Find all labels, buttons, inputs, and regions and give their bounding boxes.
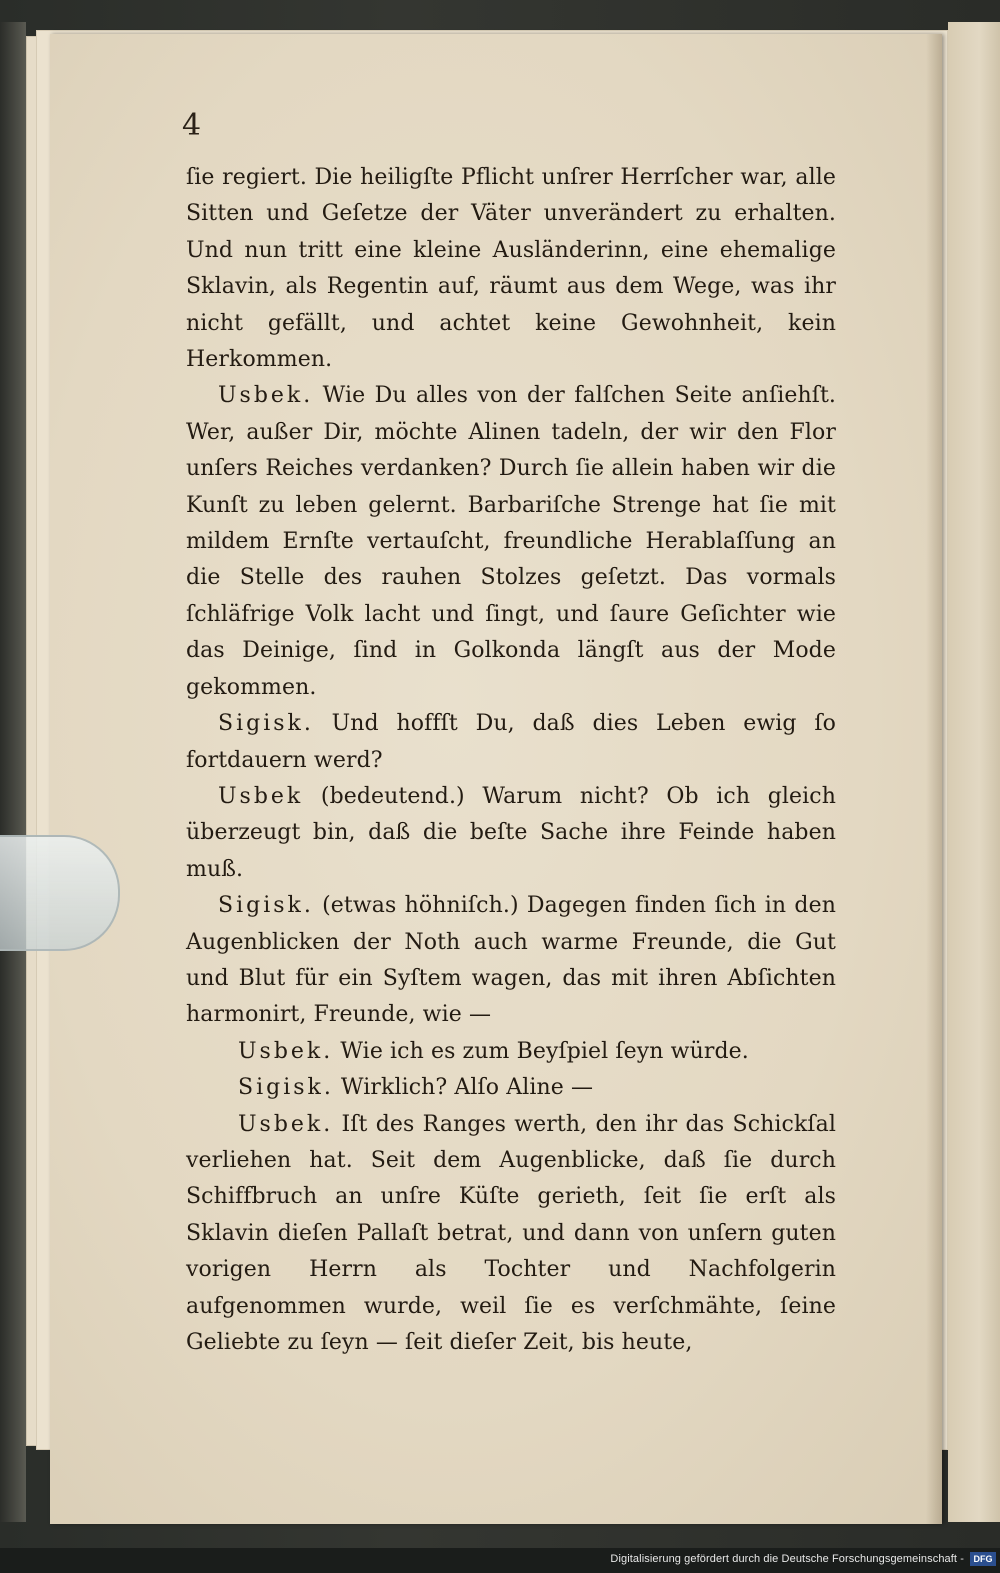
paragraph-speaker: Usbek. bbox=[218, 383, 314, 409]
paragraph-text: Iſt des Ranges werth, den ihr das Schickſal verliehen hat. Seit dem Augenblicke, daß ſie durch Schiffbruch an unſre Küſte gerieth, ſeit ſie erſt als Sklavin dieſen Pallaſt betrat, und dann von unſern guten vorigen Herrn als Tochter und Nachfolgerin aufgenommen wurde, weil ſie es verſchmähte, ſeine Geliebte zu ſeyn — ſeit dieſer Zeit, bis heute, bbox=[186, 1111, 836, 1355]
dfg-logo: DFG bbox=[970, 1552, 996, 1566]
paragraph-speaker: Usbek bbox=[218, 783, 304, 809]
paragraph bbox=[186, 888, 836, 1034]
paragraph bbox=[186, 706, 836, 779]
facing-page-strip bbox=[948, 22, 1000, 1522]
page-text bbox=[186, 160, 836, 1361]
paragraph bbox=[186, 378, 836, 706]
page-gutter-shadow bbox=[926, 34, 942, 1524]
paragraph-text: (bedeutend.) Warum nicht? Ob ich gleich überzeugt bin, daß die beſte Sache ihre Feinde haben muß. bbox=[186, 783, 836, 882]
paragraph bbox=[186, 1107, 836, 1362]
paragraph bbox=[186, 1034, 836, 1070]
paragraph-text: ſie regiert. Die heiligſte Pflicht unſrer Herrſcher war, alle Sitten und Geſetze der Väter unverändert zu erhalten. Und nun tritt eine kleine Ausländerinn, eine ehemalige Sklavin, als Regentin auf, räumt aus dem Wege, was ihr nicht gefällt, und achtet keine Gewohnheit, kein Herkommen. bbox=[186, 165, 836, 373]
paragraph bbox=[186, 160, 836, 378]
footer-credit: Digitalisierung gefördert durch die Deutsche Forschungsgemeinschaft - bbox=[610, 1553, 964, 1565]
page-clip bbox=[0, 835, 120, 951]
paragraph-text: Wirklich? Alſo Aline — bbox=[333, 1075, 594, 1101]
paragraph-speaker: Sigisk. bbox=[218, 893, 314, 919]
paragraph bbox=[186, 779, 836, 888]
paragraph-text: Wie ich es zum Beyſpiel ſeyn würde. bbox=[333, 1038, 749, 1064]
paragraph-text: Wie Du alles von der falſchen Seite anſiehſt. Wer, außer Dir, möchte Alinen tadeln, der wir den Flor unſers Reiches verdanken? Durch ſie allein haben wir die Kunſt zu leben gelernt. Barbariſche Strenge hat ſie mit mildem Ernſte vertauſcht, freundliche Herablaſſung an die Stelle des rauhen Stolzes geſetzt. Das vormals ſchläfrige Volk lacht und ſingt, und ſaure Geſichter wie das Deinige, ſind in Golkonda längſt aus der Mode gekommen. bbox=[186, 383, 836, 700]
paragraph-speaker: Sigisk. bbox=[238, 1075, 334, 1101]
book-edge-left bbox=[0, 22, 26, 1522]
page-number: 4 bbox=[182, 108, 202, 143]
paragraph-speaker: Sigisk. bbox=[218, 711, 314, 737]
paragraph-text: (etwas höhniſch.) Dagegen finden ſich in den Augenblicken der Noth auch warme Freunde, die Gut und Blut für ein Syſtem wagen, das mit ihren Abſichten harmonirt, Freunde, wie — bbox=[186, 893, 836, 1028]
paragraph-speaker: Usbek. bbox=[238, 1038, 334, 1064]
paragraph-text: Und hoffſt Du, daß dies Leben ewig ſo fortdauern werd? bbox=[186, 711, 836, 773]
paragraph-speaker: Usbek. bbox=[238, 1111, 334, 1137]
paragraph bbox=[186, 1070, 836, 1106]
